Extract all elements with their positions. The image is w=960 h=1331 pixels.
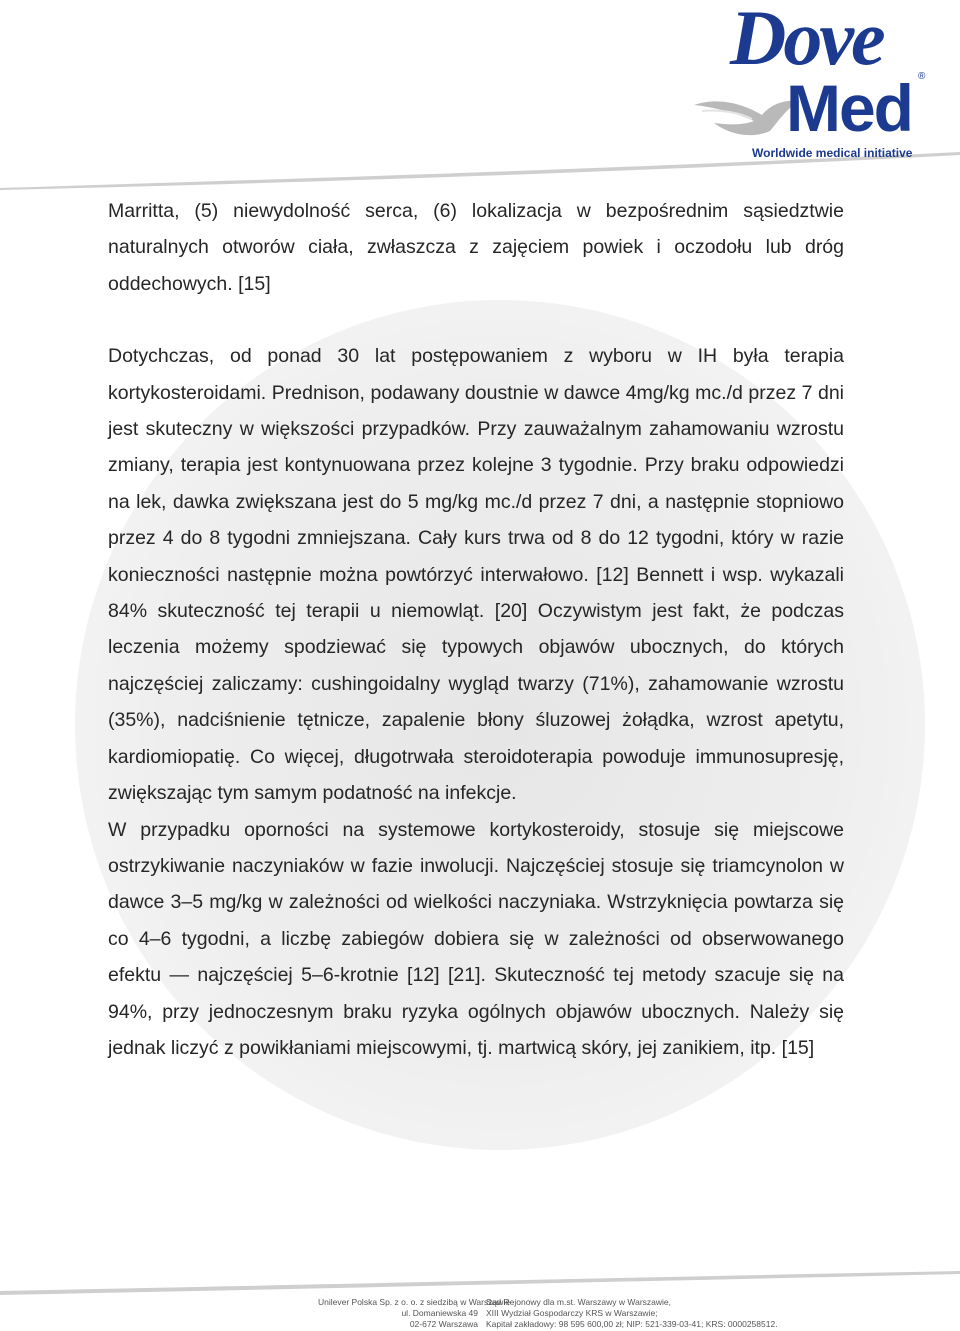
registered-mark: ®: [918, 71, 926, 82]
dovemed-logo: [690, 0, 940, 165]
paragraph-2: Dotychczas, od ponad 30 lat postępowaniem z wyboru w IH była terapia kortykosteroidami. Prednison, podawany doustnie w dawce 4mg/kg mc./d przez 7 dni jest skuteczny w większości przypadków. Przy zauważalnym zahamowaniu wzrostu zmiany, terapia jest kontynuowana przez kolejne 3 tygodnie. Przy braku odpowiedzi na lek, dawka zwiększana jest do 5 mg/kg mc./d przez 7 dni, a następnie stopniowo przez 4 do 8 tygodni zmniejszana. Cały kurs trwa od 8 do 12 tygodni, który w razie konieczności następnie można powtórzyć interwałowo. [12] Bennett i wsp. wykazali 84% skuteczność tej terapii u niemowląt. [20] Oczywistym jest fakt, że podczas leczenia możemy spodziewać się typowych objawów ubocznych, do których najczęściej zaliczamy: cushingoidalny wygląd twarzy (71%), zahamowanie wzrostu (35%), nadciśnienie tętnicze, zapalenie błony śluzowej żołądka, wzrost apetytu, kardiomiopatię. Co więcej, długotrwała steroidoterapia powoduje immunosupresję, zwiększając tym samym podatność na infekcje.: [108, 345, 844, 805]
footer-registration-info: [486, 1297, 778, 1330]
logo-tagline: Worldwide medical initiative: [752, 146, 913, 160]
footer-line: Unilever Polska Sp. z o. o. z siedzibą w Warszawie: [318, 1297, 510, 1307]
logo-word-dove: Dove: [730, 0, 883, 81]
footer-swoosh-line: [0, 1255, 960, 1295]
paragraph-1: Marritta, (5) niewydolność serca, (6) lokalizacja w bezpośrednim sąsiedztwie naturalnych otworów ciała, zwłaszcza z zajęciem powiek i oczodołu lub dróg oddechowych. [15]: [108, 200, 844, 295]
footer-line: Kapitał zakładowy: 98 595 600,00 zł; NIP: 521-339-03-41; KRS: 0000258512.: [486, 1319, 778, 1329]
footer-line: ul. Domaniewska 49: [401, 1308, 478, 1318]
logo-word-med: Med: [786, 71, 912, 145]
footer-company-address: [318, 1297, 510, 1330]
article-body: [108, 193, 844, 1066]
footer-line: XIII Wydział Gospodarczy KRS w Warszawie;: [486, 1308, 658, 1318]
footer-line: Sąd Rejonowy dla m.st. Warszawy w Warszawie,: [486, 1297, 672, 1307]
footer-line: 02-672 Warszawa: [409, 1319, 478, 1329]
paragraph-3: W przypadku oporności na systemowe kortykosteroidy, stosuje się miejscowe ostrzykiwanie naczyniaków w fazie inwolucji. Najczęściej stosuje się triamcynolon w dawce 3–5 mg/kg w zależności od wielkości naczyniaka. Wstrzyknięcia powtarza się co 4–6 tygodni, a liczbę zabiegów dobiera się w zależności od obserwowanego efektu — najczęściej 5–6-krotnie [12] [21]. Skuteczność tej metody szacuje się na 94%, przy jednoczesnym braku ryzyka ogólnych objawów ubocznych. Należy się jednak liczyć z powikłaniami miejscowymi, tj. martwicą skóry, jej zanikiem, itp. [15]: [108, 818, 844, 1059]
